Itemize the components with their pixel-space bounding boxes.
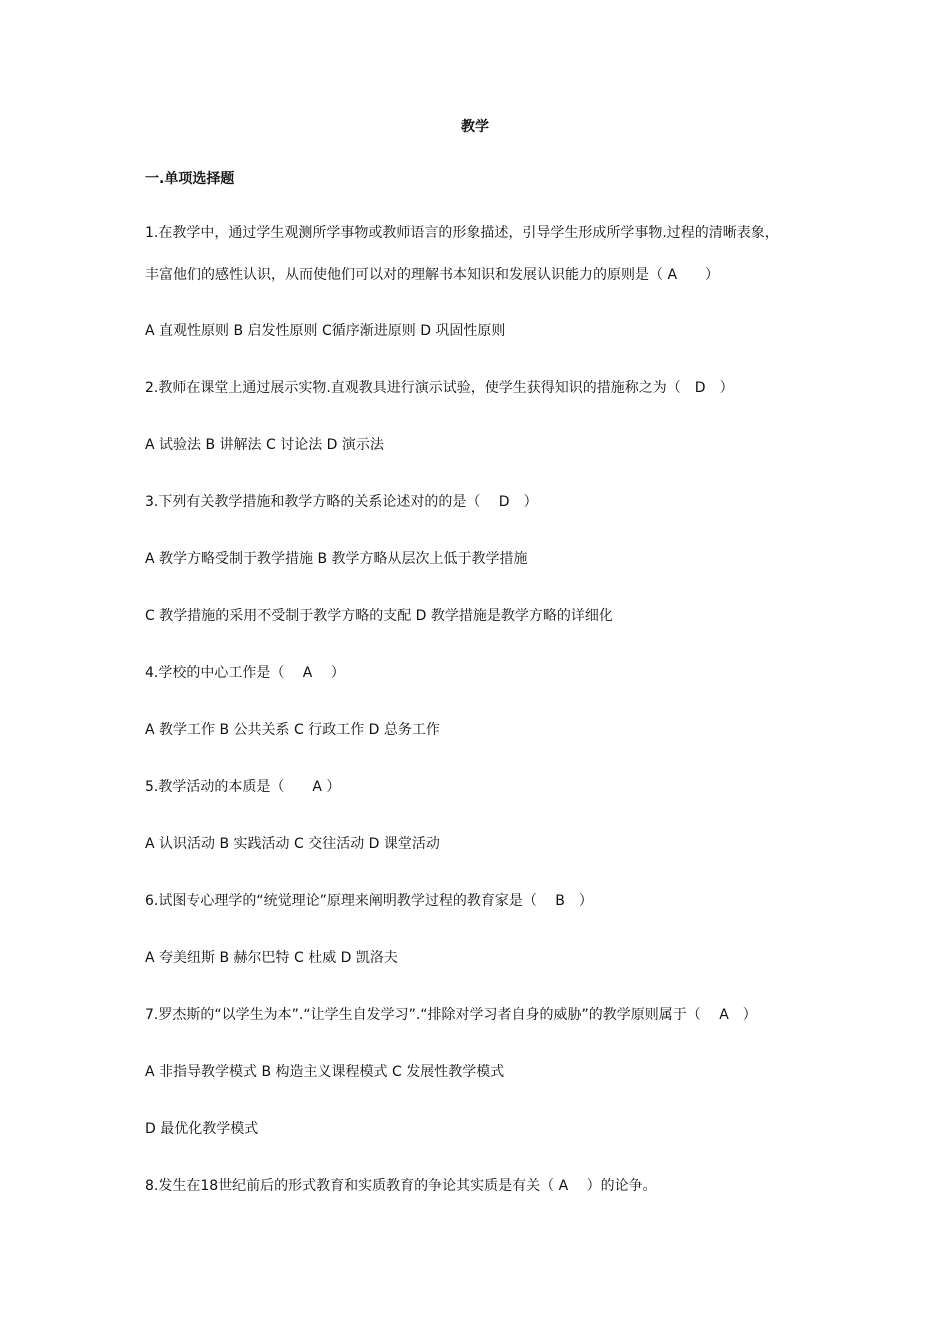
document-title: 教学 xyxy=(461,119,489,135)
question-7: 7.罗杰斯的“以学生为本”.“让学生自发学习”.“排除对学习者自身的威胁”的教学原则属于（ A ） xyxy=(145,1007,757,1023)
question-6: 6.试图专心理学的“统觉理论”原理来阐明教学过程的教育家是（ B ） xyxy=(145,893,593,909)
question-3-options-line-2: C 教学措施的采用不受制于教学方略的支配 D 教学措施是教学方略的详细化 xyxy=(145,608,613,624)
question-3: 3.下列有关教学措施和教学方略的关系论述对的的是（ D ） xyxy=(145,494,538,510)
question-1-line-1: 1.在教学中，通过学生观测所学事物或教师语言的形象描述，引导学生形成所学事物.过程的清晰表象， xyxy=(145,225,779,241)
question-4: 4.学校的中心工作是（ A ） xyxy=(145,665,345,681)
question-7-options-line-1: A 非指导教学模式 B 构造主义课程模式 C 发展性教学模式 xyxy=(145,1064,505,1080)
question-1-line-2: 丰富他们的感性认识，从而使他们可以对的理解书本知识和发展认识能力的原则是（ A ） xyxy=(145,267,720,283)
question-3-options-line-1: A 教学方略受制于教学措施 B 教学方略从层次上低于教学措施 xyxy=(145,551,528,567)
question-2: 2.教师在课堂上通过展示实物.直观教具进行演示试验，使学生获得知识的措施称之为（ D ） xyxy=(145,380,734,396)
question-5: 5.教学活动的本质是（ A ） xyxy=(145,779,341,795)
question-5-options: A 认识活动 B 实践活动 C 交往活动 D 课堂活动 xyxy=(145,836,440,852)
question-1-options: A 直观性原则 B 启发性原则 C循序渐进原则 D 巩固性原则 xyxy=(145,323,506,339)
question-4-options: A 教学工作 B 公共关系 C 行政工作 D 总务工作 xyxy=(145,722,440,738)
question-8: 8.发生在18世纪前后的形式教育和实质教育的争论其实质是有关（ A ）的论争。 xyxy=(145,1178,657,1194)
section-heading: 一.单项选择题 xyxy=(145,171,235,187)
question-6-options: A 夸美纽斯 B 赫尔巴特 C 杜威 D 凯洛夫 xyxy=(145,950,398,966)
question-2-options: A 试验法 B 讲解法 C 讨论法 D 演示法 xyxy=(145,437,384,453)
question-7-options-line-2: D 最优化教学模式 xyxy=(145,1121,259,1137)
